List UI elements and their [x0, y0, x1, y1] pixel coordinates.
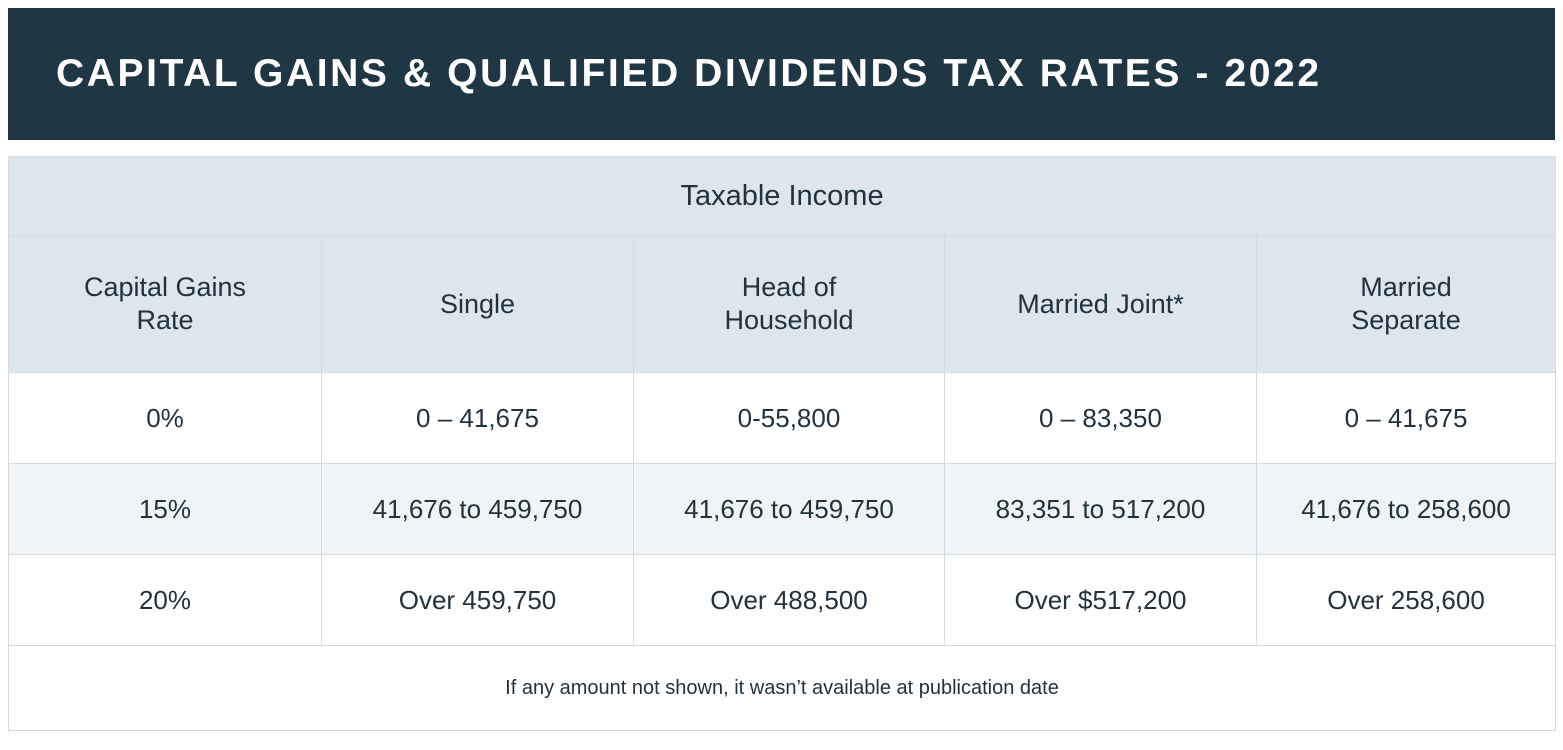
- column-header-married-separate: [1257, 236, 1556, 373]
- title-table-spacer: [8, 140, 1555, 156]
- cell-married-joint: 0 – 83,350: [945, 373, 1257, 464]
- group-header-taxable-income: Taxable Income: [9, 157, 1556, 236]
- column-header-head-of-household: [634, 236, 945, 373]
- table-row: [9, 464, 1556, 555]
- cell-single: 41,676 to 459,750: [322, 464, 634, 555]
- column-header-line-2: Separate: [1351, 305, 1461, 335]
- column-header-line-1: Single: [439, 288, 516, 319]
- cell-single: 0 – 41,675: [322, 373, 634, 464]
- cell-single: Over 459,750: [322, 555, 634, 646]
- column-header-line-1: Head of: [741, 272, 837, 303]
- cell-married-joint: 83,351 to 517,200: [945, 464, 1257, 555]
- footnote-text: If any amount not shown, it wasn’t available at publication date: [9, 646, 1556, 731]
- column-header-line-2: Household: [724, 305, 854, 335]
- cell-married-separate: 41,676 to 258,600: [1257, 464, 1556, 555]
- table-row: [9, 373, 1556, 464]
- column-header-line-1: Capital Gains: [83, 272, 247, 303]
- table-row: [9, 555, 1556, 646]
- table-column-header-row: [9, 236, 1556, 373]
- capital-gains-rate-table: [8, 156, 1556, 731]
- cell-rate: 0%: [9, 373, 322, 464]
- cell-head-of-household: 41,676 to 459,750: [634, 464, 945, 555]
- document-title-bar: [8, 8, 1555, 140]
- column-header-capital-gains-rate: [9, 236, 322, 373]
- table-footnote-row: [9, 646, 1556, 731]
- cell-married-separate: 0 – 41,675: [1257, 373, 1556, 464]
- cell-head-of-household: Over 488,500: [634, 555, 945, 646]
- column-header-line-1: Married: [1360, 272, 1452, 303]
- page-title: CAPITAL GAINS & QUALIFIED DIVIDENDS TAX RATES - 2022: [56, 51, 1322, 95]
- table-group-header-row: [9, 157, 1556, 236]
- column-header-line-2: Rate: [136, 305, 194, 335]
- cell-rate: 20%: [9, 555, 322, 646]
- column-header-line-1: Married Joint*: [1017, 288, 1184, 319]
- column-header-married-joint: [945, 236, 1257, 373]
- column-header-single: [322, 236, 634, 373]
- cell-married-separate: Over 258,600: [1257, 555, 1556, 646]
- cell-married-joint: Over $517,200: [945, 555, 1257, 646]
- cell-head-of-household: 0-55,800: [634, 373, 945, 464]
- cell-rate: 15%: [9, 464, 322, 555]
